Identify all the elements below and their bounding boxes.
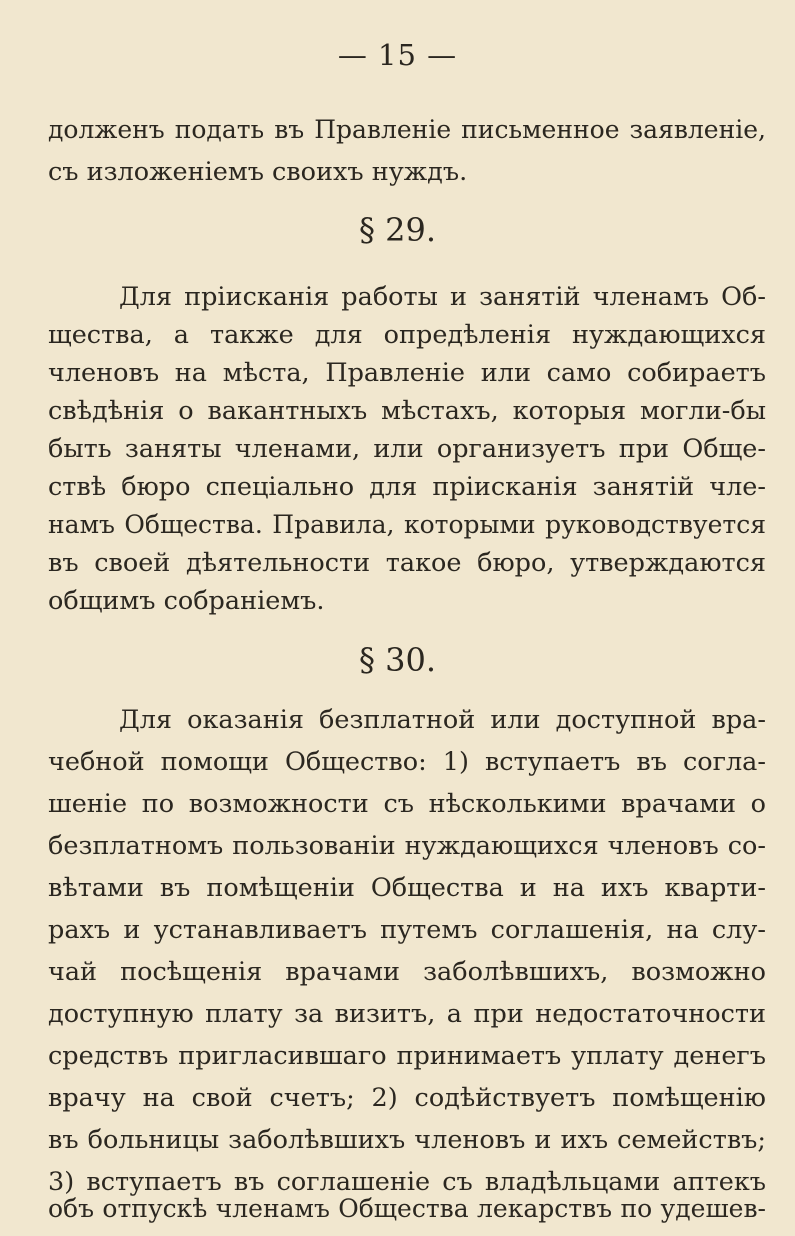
text-line: шеніе по возможности съ нѣсколькими врачами о — [48, 789, 766, 819]
text-line: Для пріисканія работы и занятій членамъ Об- — [119, 282, 766, 312]
section-30-heading: § 30. — [358, 641, 437, 679]
text-line: свѣдѣнія о вакантныхъ мѣстахъ, которыя могли-бы — [48, 396, 766, 426]
text-line: членовъ на мѣста, Правленіе или само собираетъ — [48, 358, 766, 388]
text-line: Для оказанія безплатной или доступной вра- — [119, 705, 766, 735]
text-line: рахъ и устанавливаетъ путемъ соглашенія, на слу- — [48, 915, 766, 945]
text-line: щества, а также для опредѣленія нуждающихся — [48, 320, 766, 350]
text-line: намъ Общества. Правила, которыми руководствуется — [48, 510, 766, 539]
text-line: въ больницы заболѣвшихъ членовъ и ихъ семействъ; — [48, 1125, 766, 1155]
text-line: средствъ пригласившаго принимаетъ уплату денегъ — [48, 1041, 766, 1071]
text-line: чай посѣщенія врачами заболѣвшихъ, возможно — [48, 957, 766, 987]
text-line: безплатномъ пользованіи нуждающихся членовъ со- — [48, 831, 766, 861]
text-line: чебной помощи Общество: 1) вступаетъ въ согла- — [48, 747, 766, 777]
page-number: — 15 — — [337, 38, 458, 72]
section-29-heading: § 29. — [358, 211, 437, 249]
text-line: быть заняты членами, или организуетъ при Обще- — [48, 434, 766, 464]
text-line: долженъ подать въ Правленіе письменное заявленіе, — [48, 115, 766, 144]
text-line: 3) вступаетъ въ соглашеніе съ владѣльцами аптекъ — [48, 1167, 766, 1197]
text-line: общимъ собраніемъ. — [48, 586, 325, 616]
text-line: съ изложеніемъ своихъ нуждъ. — [48, 157, 468, 187]
text-line: въ своей дѣятельности такое бюро, утверждаются — [48, 548, 766, 578]
text-line: ствѣ бюро спеціально для пріисканія занятій чле- — [48, 472, 766, 502]
text-line: доступную плату за визитъ, а при недостаточности — [48, 999, 766, 1029]
text-line: вѣтами въ помѣщеніи Общества и на ихъ кварти- — [48, 873, 766, 903]
text-line: врачу на свой счетъ; 2) содѣйствуетъ помѣщенію — [48, 1083, 766, 1113]
text-line: объ отпускѣ членамъ Общества лекарствъ по удешев- — [48, 1194, 766, 1223]
